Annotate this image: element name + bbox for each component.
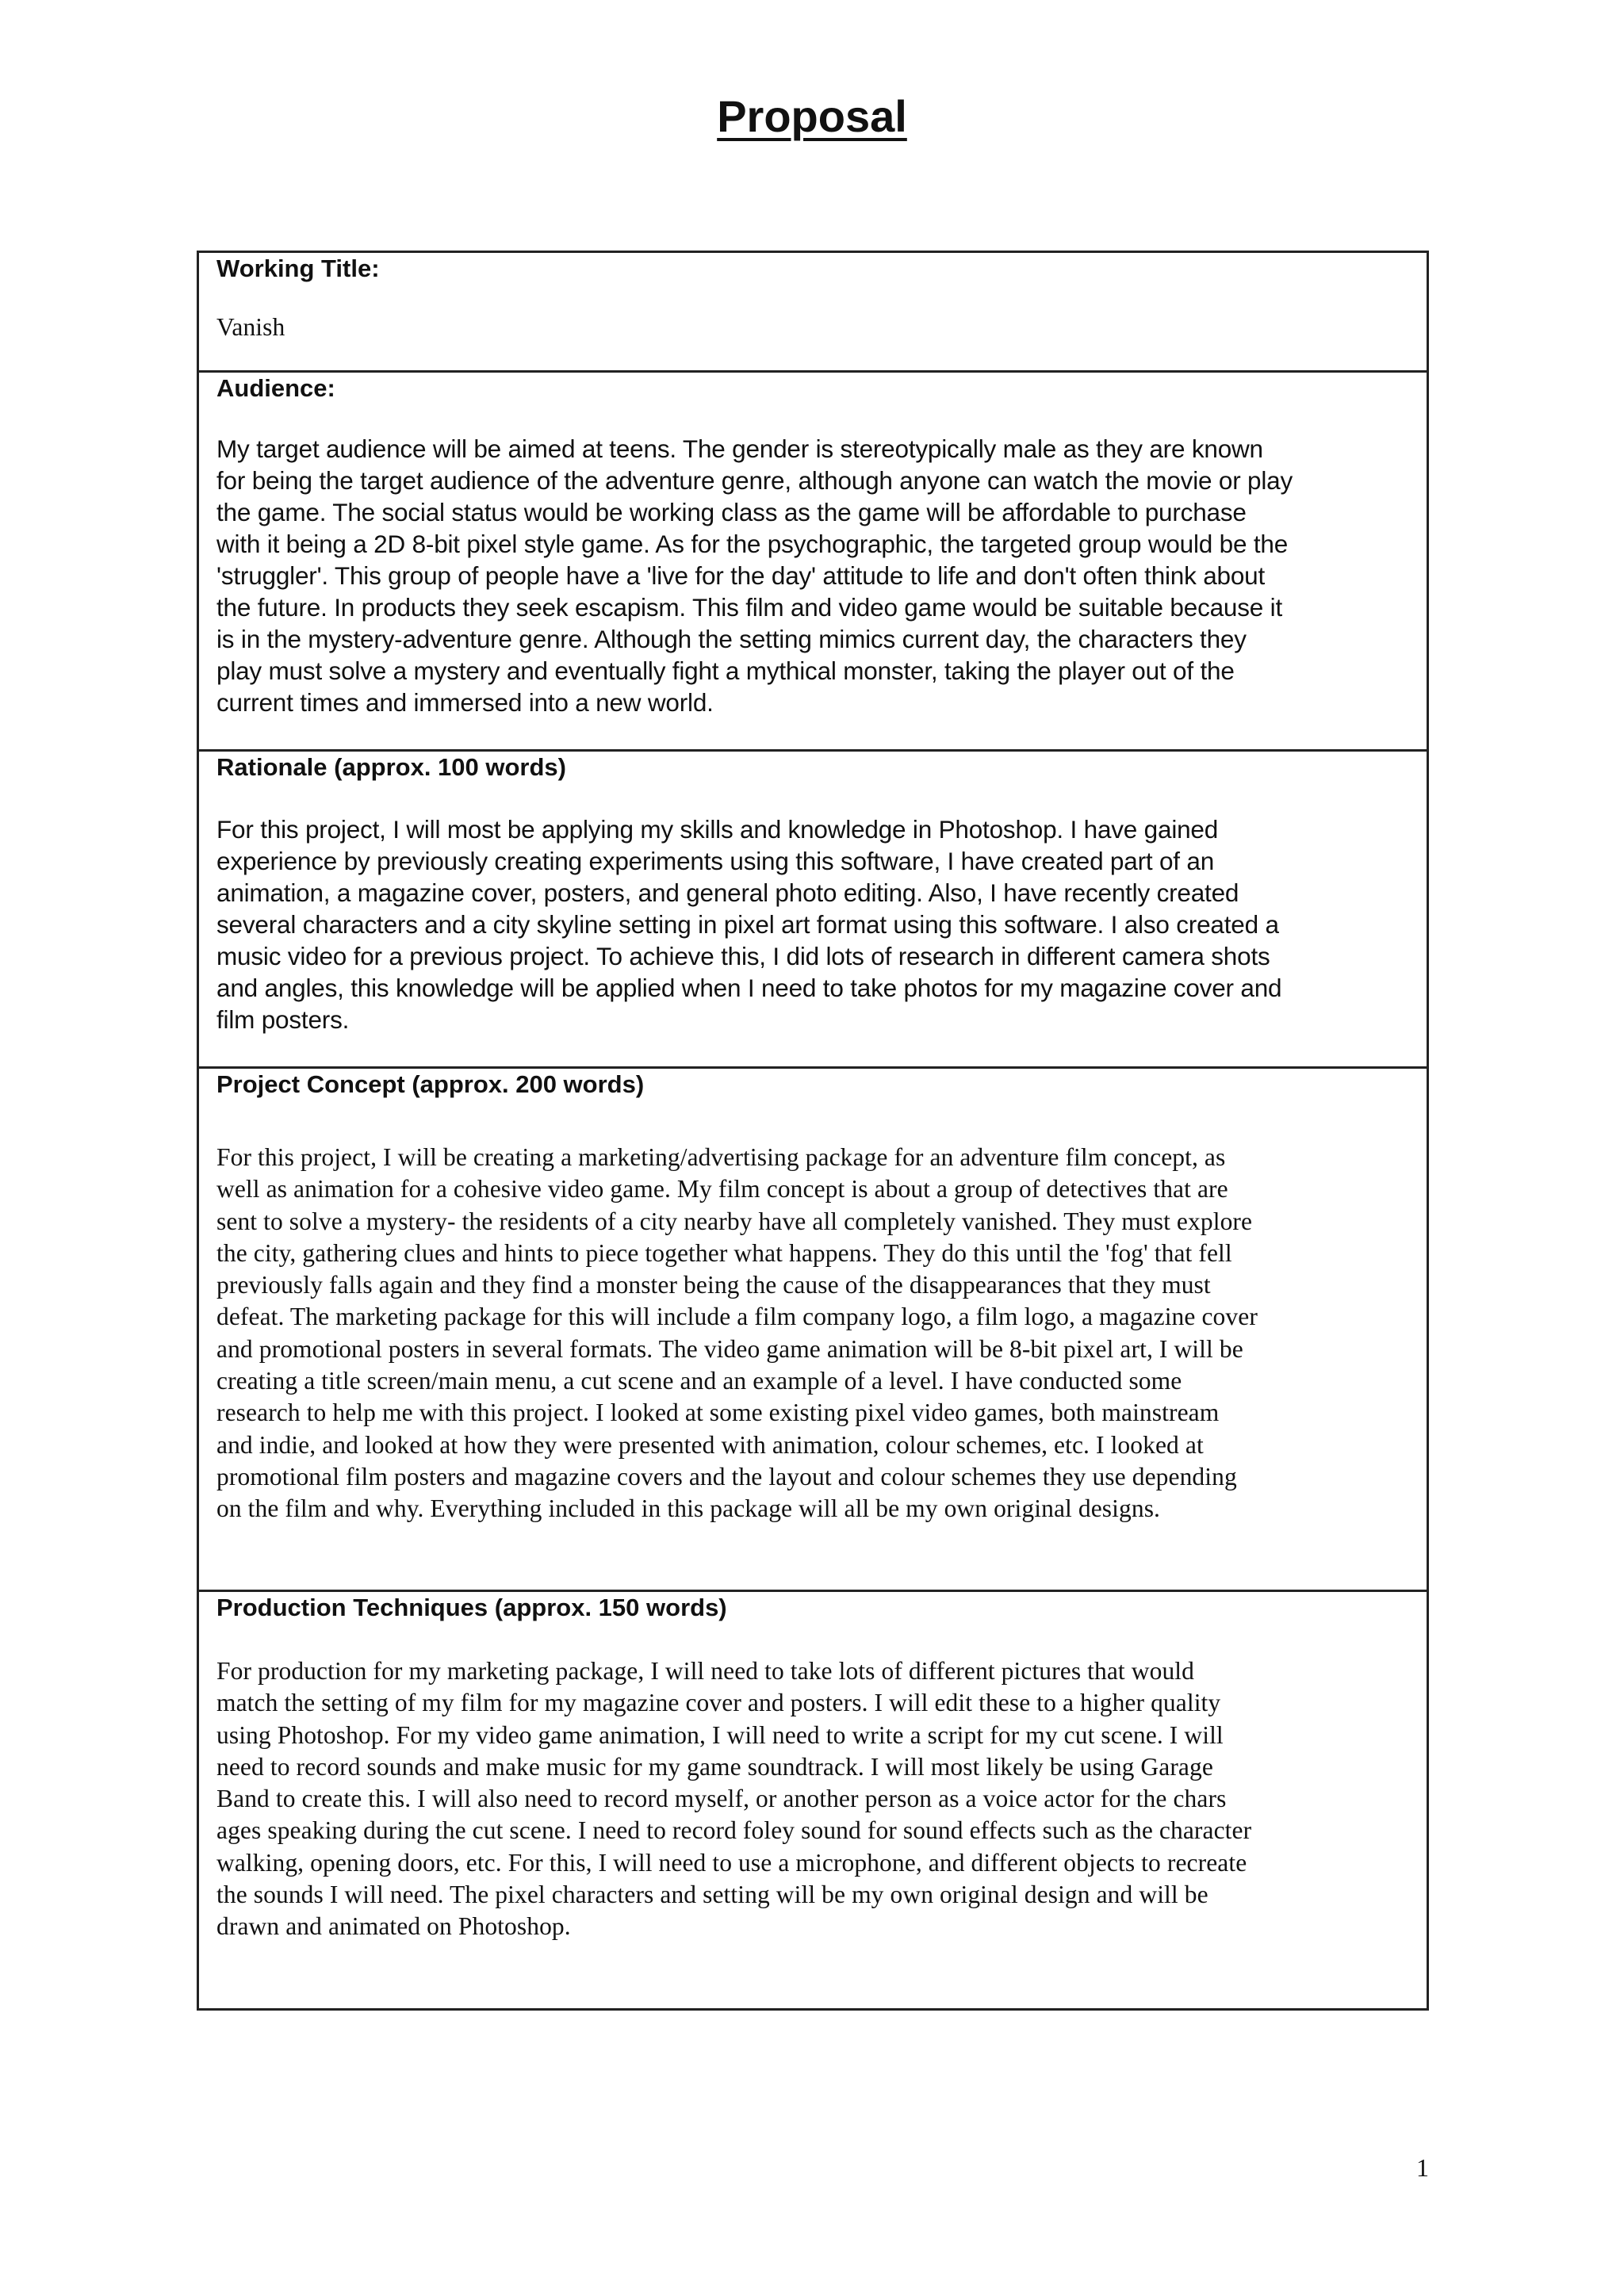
production-line: walking, opening doors, etc. For this, I will need to use a microphone, and different objects to recreate (216, 1848, 1247, 1877)
rationale-heading: Rationale (approx. 100 words) (216, 753, 566, 781)
production-line: match the setting of my film for my magazine cover and posters. I will edit these to a higher quality (216, 1689, 1221, 1717)
project-concept-body (216, 1142, 1404, 1525)
production-techniques-heading: Production Techniques (approx. 150 words) (216, 1594, 727, 1621)
concept-line: on the film and why. Everything included in this package will all be my own original designs. (216, 1494, 1161, 1523)
audience-line: 'struggler'. This group of people have a 'live for the day' attitude to life and don't often think about (216, 561, 1266, 590)
proposal-table (197, 251, 1429, 2011)
production-line: using Photoshop. For my video game animation, I will need to write a script for my cut scene. I will (216, 1720, 1224, 1749)
working-title-body (216, 312, 1404, 343)
project-concept-section (199, 1066, 1427, 1590)
production-line: For production for my marketing package, I will need to take lots of different pictures that would (216, 1657, 1195, 1685)
page-number: 1 (1416, 2153, 1429, 2182)
working-title-value: Vanish (216, 313, 285, 341)
production-line: the sounds I will need. The pixel characters and setting will be my own original design and will be (216, 1881, 1208, 1909)
production-techniques-section (199, 1590, 1427, 2008)
concept-line: previously falls again and they find a monster being the cause of the disappearances that they must (216, 1271, 1211, 1299)
rationale-line: and angles, this knowledge will be applied when I need to take photos for my magazine cover and (216, 974, 1282, 1002)
production-line: need to record sounds and make music for my game soundtrack. I will most likely be using Garage (216, 1752, 1213, 1781)
concept-line: promotional film posters and magazine covers and the layout and colour schemes they use depending (216, 1462, 1237, 1490)
audience-section (199, 370, 1427, 749)
rationale-line: experience by previously creating experiments using this software, I have created part of an (216, 847, 1215, 875)
rationale-line: music video for a previous project. To achieve this, I did lots of research in different camera shots (216, 942, 1270, 970)
audience-line: current times and immersed into a new world. (216, 688, 714, 717)
concept-line: the city, gathering clues and hints to piece together what happens. They do this until the 'fog' that fell (216, 1238, 1232, 1267)
concept-line: and indie, and looked at how they were presented with animation, colour schemes, etc. I looked at (216, 1430, 1204, 1459)
rationale-line: animation, a magazine cover, posters, and general photo editing. Also, I have recently created (216, 878, 1239, 907)
working-title-section (199, 253, 1427, 370)
concept-line: For this project, I will be creating a marketing/advertising package for an adventure film concept, as (216, 1143, 1226, 1171)
audience-body (216, 433, 1404, 718)
audience-line: the game. The social status would be working class as the game will be affordable to purchase (216, 498, 1247, 526)
audience-line: for being the target audience of the adventure genre, although anyone can watch the movie or play (216, 466, 1293, 495)
concept-line: sent to solve a mystery- the residents of a city nearby have all completely vanished. They must explore (216, 1207, 1253, 1235)
audience-line: is in the mystery-adventure genre. Although the setting mimics current day, the characters they (216, 625, 1247, 653)
concept-line: defeat. The marketing package for this will include a film company logo, a film logo, a magazine cover (216, 1303, 1258, 1331)
rationale-line: For this project, I will most be applying my skills and knowledge in Photoshop. I have gained (216, 815, 1219, 844)
audience-line: with it being a 2D 8-bit pixel style game. As for the psychographic, the targeted group would be the (216, 530, 1289, 558)
audience-heading: Audience: (216, 374, 335, 402)
production-line: drawn and animated on Photoshop. (216, 1912, 571, 1941)
working-title-heading: Working Title: (216, 254, 380, 282)
rationale-section (199, 749, 1427, 1066)
concept-line: well as animation for a cohesive video game. My film concept is about a group of detectives that are (216, 1175, 1228, 1203)
rationale-line: film posters. (216, 1005, 350, 1034)
audience-line: the future. In products they seek escapism. This film and video game would be suitable because it (216, 593, 1283, 622)
audience-line: play must solve a mystery and eventually fight a mythical monster, taking the player out of the (216, 656, 1235, 685)
page-title: Proposal (717, 91, 907, 141)
project-concept-heading: Project Concept (approx. 200 words) (216, 1070, 645, 1098)
rationale-line: several characters and a city skyline setting in pixel art format using this software. I also created a (216, 910, 1279, 939)
audience-line: My target audience will be aimed at teens. The gender is stereotypically male as they are known (216, 434, 1263, 463)
production-line: ages speaking during the cut scene. I need to record foley sound for sound effects such as the character (216, 1816, 1252, 1845)
concept-line: creating a title screen/main menu, a cut scene and an example of a level. I have conducted some (216, 1367, 1182, 1395)
production-techniques-body (216, 1655, 1404, 1943)
production-line: Band to create this. I will also need to record myself, or another person as a voice actor for the chars (216, 1785, 1227, 1813)
rationale-body (216, 813, 1404, 1035)
concept-line: and promotional posters in several formats. The video game animation will be 8-bit pixel art, I will be (216, 1334, 1243, 1363)
concept-line: research to help me with this project. I looked at some existing pixel video games, both mainstream (216, 1399, 1220, 1427)
